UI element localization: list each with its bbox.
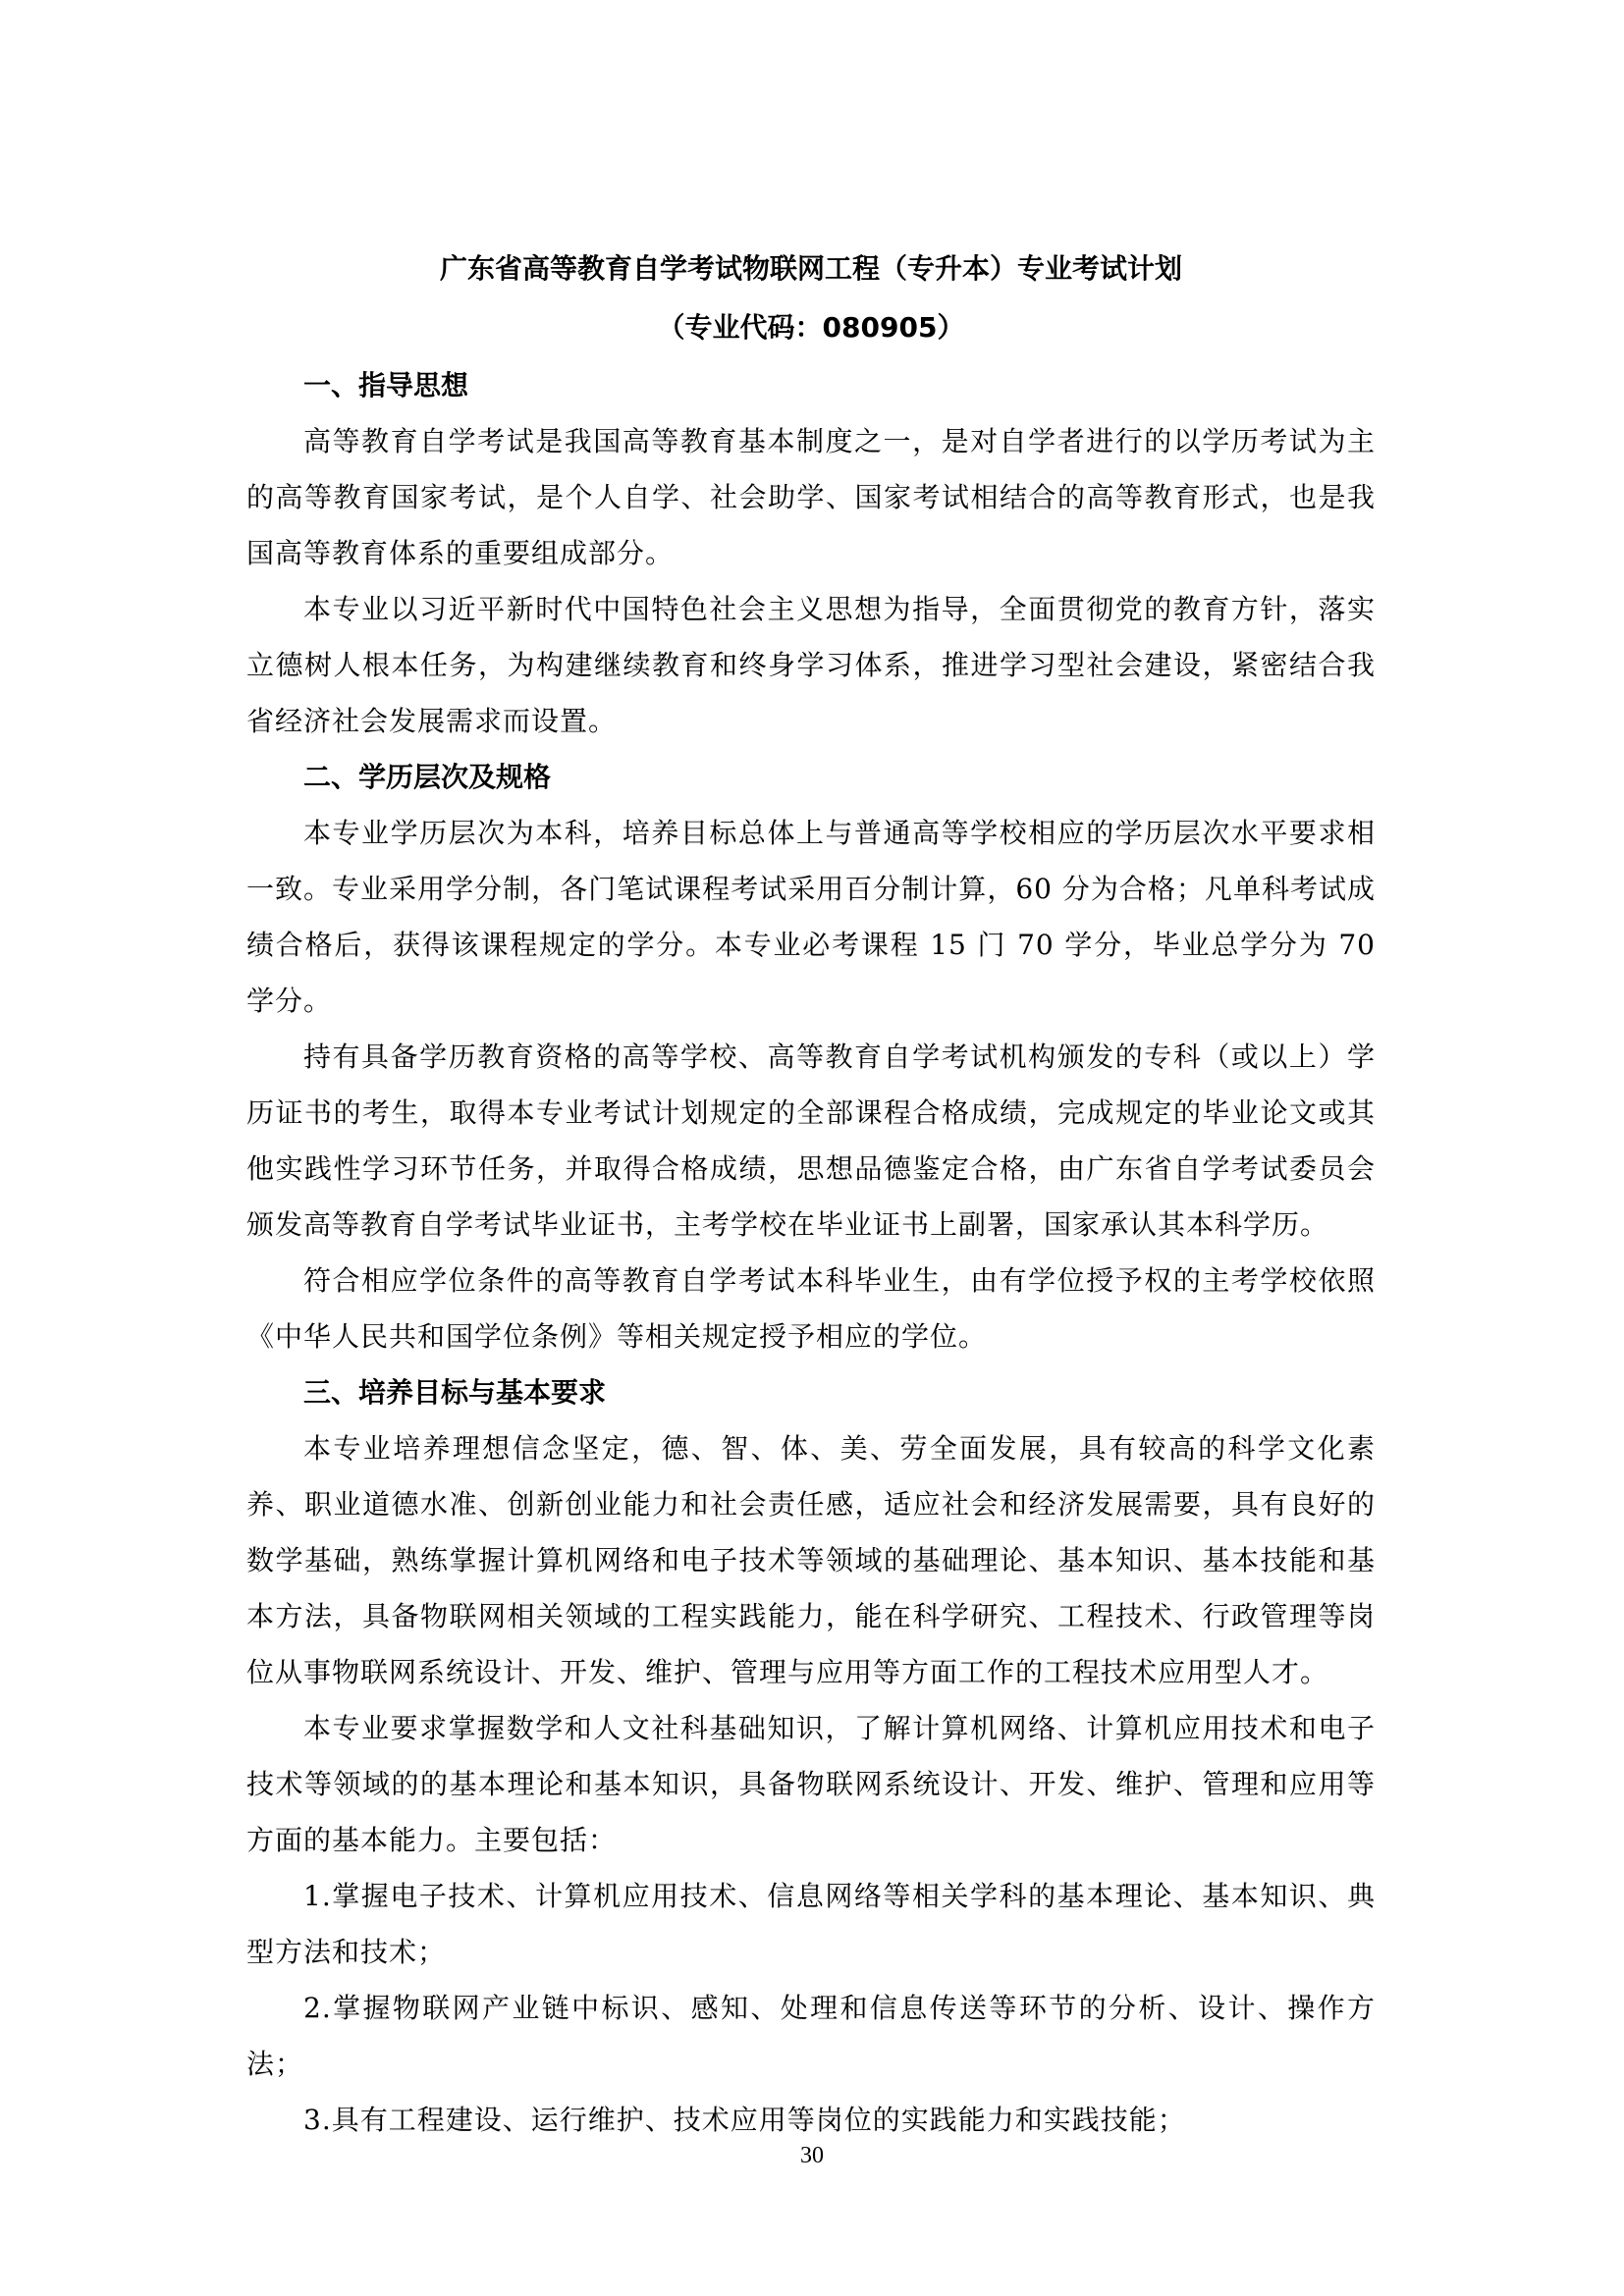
paragraph: 符合相应学位条件的高等教育自学考试本科毕业生，由有学位授予权的主考学校依照《中华人民共和国学位条例》等相关规定授予相应的学位。 (246, 1264, 1376, 1353)
list-item: 2.掌握物联网产业链中标识、感知、处理和信息传送等环节的分析、设计、操作方法； (246, 1992, 1376, 2080)
list-item: 3.具有工程建设、运行维护、技术应用等岗位的实践能力和实践技能； (303, 2104, 1186, 2136)
paragraph: 本专业学历层次为本科，培养目标总体上与普通高等学校相应的学历层次水平要求相一致。专业采用学分制，各门笔试课程考试采用百分制计算，60 分为合格；凡单科考试成绩合格后，获得该课程规定的学分。本专业必考课程 15 门 70 学分，毕业总学分为 70 学分。 (246, 817, 1376, 1017)
document-subtitle: （专业代码：080905） (657, 311, 965, 344)
section-heading-education-level: 二、学历层次及规格 (303, 761, 552, 793)
list-item: 1.掌握电子技术、计算机应用技术、信息网络等相关学科的基本理论、基本知识、典型方法和技术； (246, 1880, 1376, 1968)
paragraph: 本专业培养理想信念坚定，德、智、体、美、劳全面发展，具有较高的科学文化素养、职业道德水准、创新创业能力和社会责任感，适应社会和经济发展需要，具有良好的数学基础，熟练掌握计算机网络和电子技术等领域的基础理论、基本知识、基本技能和基本方法，具备物联网相关领域的工程实践能力，能在科学研究、工程技术、行政管理等岗位从事物联网系统设计、开发、维护、管理与应用等方面工作的工程技术应用型人才。 (246, 1432, 1376, 1688)
document-page (246, 240, 1376, 2148)
paragraph: 本专业以习近平新时代中国特色社会主义思想为指导，全面贯彻党的教育方针，落实立德树人根本任务，为构建继续教育和终身学习体系，推进学习型社会建设，紧密结合我省经济社会发展需求而设置。 (246, 593, 1376, 737)
paragraph: 本专业要求掌握数学和人文社科基础知识，了解计算机网络、计算机应用技术和电子技术等领域的的基本理论和基本知识，具备物联网系统设计、开发、维护、管理和应用等方面的基本能力。主要包括： (246, 1712, 1376, 1856)
paragraph: 高等教育自学考试是我国高等教育基本制度之一，是对自学者进行的以学历考试为主的高等教育国家考试，是个人自学、社会助学、国家考试相结合的高等教育形式，也是我国高等教育体系的重要组成部分。 (246, 425, 1376, 569)
page-number: 30 (800, 2143, 824, 2168)
document-title: 广东省高等教育自学考试物联网工程（专升本）专业考试计划 (439, 252, 1182, 285)
paragraph: 持有具备学历教育资格的高等学校、高等教育自学考试机构颁发的专科（或以上）学历证书的考生，取得本专业考试计划规定的全部课程合格成绩，完成规定的毕业论文或其他实践性学习环节任务，并取得合格成绩，思想品德鉴定合格，由广东省自学考试委员会颁发高等教育自学考试毕业证书，主考学校在毕业证书上副署，国家承认其本科学历。 (246, 1041, 1376, 1241)
section-heading-guiding-ideology: 一、指导思想 (303, 369, 469, 401)
section-heading-training-objectives: 三、培养目标与基本要求 (303, 1376, 607, 1409)
